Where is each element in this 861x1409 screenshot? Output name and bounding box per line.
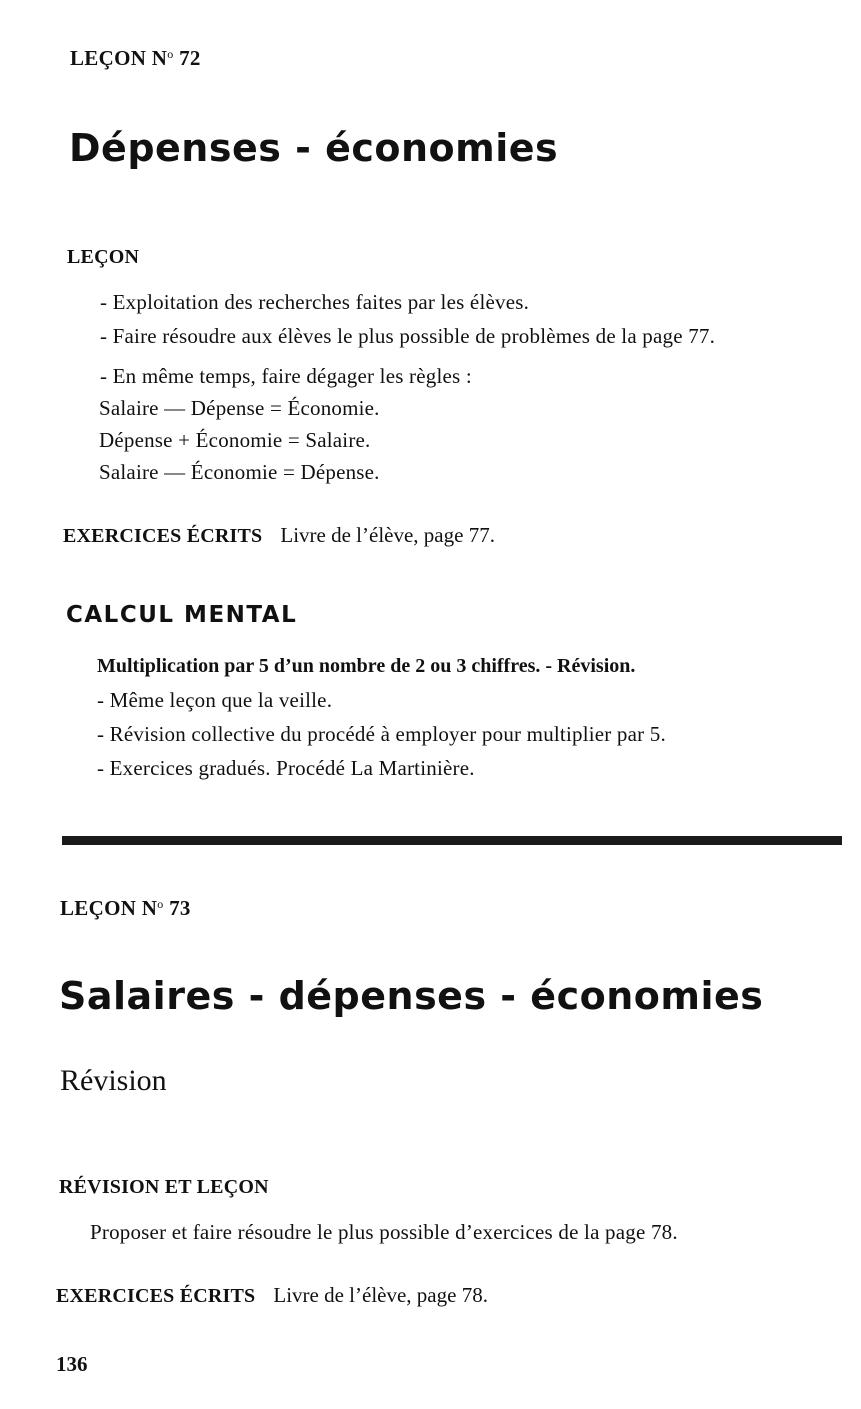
- lesson-73-number: LEÇON $N^o$ 73: [60, 896, 191, 920]
- rule-line: Dépense + Économie = Salaire.: [99, 428, 371, 452]
- rule-line: Salaire — Dépense = Économie.: [99, 396, 380, 420]
- exercices-label: EXERCICES ÉCRITS: [63, 525, 263, 547]
- exercices-label: EXERCICES ÉCRITS: [56, 1285, 256, 1307]
- lesson-72-lecon-heading: LEÇON: [67, 246, 140, 268]
- calcul-mental-line: - Exercices gradués. Procédé La Martinière.: [97, 756, 475, 780]
- exercices-reference: Livre de l’élève, page 78.: [273, 1283, 488, 1307]
- section-divider: [62, 836, 842, 845]
- calcul-mental-subheading: Multiplication par 5 d’un nombre de 2 ou 3 chiffres. - Révision.: [97, 655, 636, 677]
- rule-line: Salaire — Économie = Dépense.: [99, 460, 380, 484]
- lesson-72-lecon-line: - Exploitation des recherches faites par les élèves.: [100, 290, 530, 314]
- calcul-mental-heading: CALCUL MENTAL: [66, 602, 298, 628]
- calcul-mental-line: - Révision collective du procédé à employer pour multiplier par 5.: [97, 722, 666, 746]
- lesson-72-exercices: [63, 523, 495, 548]
- exercices-reference: Livre de l’élève, page 77.: [280, 523, 495, 547]
- lesson-72-title: Dépenses - économies: [69, 126, 559, 170]
- lesson-73-title: Salaires - dépenses - économies: [59, 974, 764, 1018]
- page-number: 136: [56, 1352, 88, 1376]
- lesson-72-lecon-line: - En même temps, faire dégager les règles :: [100, 364, 472, 388]
- lesson-72-number: LEÇON $N^o$ 72: [70, 46, 201, 70]
- calcul-mental-line: - Même leçon que la veille.: [97, 688, 333, 712]
- revision-text: Proposer et faire résoudre le plus possible d’exercices de la page 78.: [90, 1220, 678, 1244]
- revision-heading: RÉVISION ET LEÇON: [59, 1176, 269, 1198]
- lesson-73-exercices: [56, 1283, 488, 1308]
- lesson-73-subtitle: Révision: [60, 1064, 167, 1097]
- lesson-72-lecon-line: - Faire résoudre aux élèves le plus possible de problèmes de la page 77.: [100, 324, 716, 348]
